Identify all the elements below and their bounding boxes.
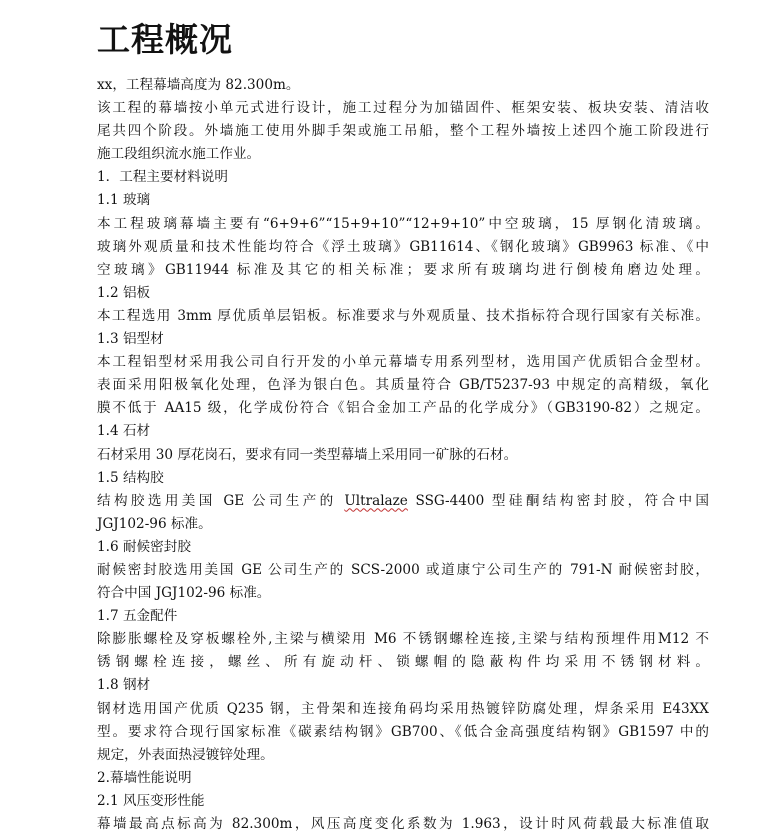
text-line: 除膨胀螺栓及穿板螺栓外,主梁与横梁用 M6 不锈钢螺栓连接,主梁与结构预埋件用M12 不: [97, 631, 709, 648]
spellcheck-word: Ultralaze: [344, 492, 408, 509]
text-line: 施工段组织流水施工作业。: [97, 146, 261, 163]
text-line: 1.8 钢材: [97, 677, 151, 694]
text-line: 空玻璃》GB11944 标准及其它的相关标准；要求所有玻璃均进行倒棱角磨边处理。: [97, 261, 709, 278]
text-line: 本工程选用 3mm 厚优质单层铝板。标准要求与外观质量、技术指标符合现行国家有关标准。: [97, 307, 709, 324]
text-line: 1．工程主要材料说明: [97, 169, 228, 186]
text-line: 1.6 耐候密封胶: [97, 538, 191, 555]
text-line: 钢材选用国产优质 Q235 钢，主骨架和连接角码均采用热镀锌防腐处理，焊条采用 E43XX: [97, 700, 709, 717]
text-line: 锈钢螺栓连接，螺丝、所有旋动杆、锁螺帽的隐蔽构件均采用不锈钢材料。: [97, 654, 709, 671]
text-line: 本工程玻璃幕墙主要有“6+9+6”“15+9+10”“12+9+10”中空玻璃，15 厚钢化清玻璃。: [97, 215, 709, 232]
text-line: JGJ102-96 标准。: [97, 515, 212, 532]
text-line: 型。要求符合现行国家标准《碳素结构钢》GB700、《低合金高强度结构钢》GB1597 中的: [97, 723, 709, 740]
text-line: 符合中国 JGJ102-96 标准。: [97, 585, 271, 602]
text-line: 尾共四个阶段。外墙施工使用外脚手架或施工吊船，整个工程外墙按上述四个施工阶段进行: [97, 123, 709, 140]
text-line: 1.2 铝板: [97, 284, 151, 301]
page-title: 工程概况: [97, 20, 233, 59]
text-line: 膜不低于 AA15 级，化学成份符合《铝合金加工产品的化学成分》（GB3190-82）之规定。: [97, 400, 709, 417]
text-line: 规定，外表面热浸镀锌处理。: [97, 746, 274, 763]
text-line: 1.4 石材: [97, 423, 151, 440]
text-line: 本工程铝型材采用我公司自行开发的小单元幕墙专用系列型材，选用国产优质铝合金型材。: [97, 354, 709, 371]
text-line: 结构胶选用美国 GE 公司生产的 Ultralaze SSG-4400 型硅酮结构密封胶，符合中国: [97, 492, 709, 509]
text-line: 1.7 五金配件: [97, 608, 178, 625]
text-line: 玻璃外观质量和技术性能均符合《浮土玻璃》GB11614、《钢化玻璃》GB9963 标准、《中: [97, 238, 709, 255]
text-line: 2.幕墙性能说明: [97, 769, 192, 786]
text-line: 石材采用 30 厚花岗石，要求有同一类型幕墙上采用同一矿脉的石材。: [97, 446, 518, 463]
text-line: xx，工程幕墙高度为 82.300m。: [97, 77, 300, 93]
document-body: [97, 74, 709, 836]
text-line: 2.1 风压变形性能: [97, 792, 205, 809]
text-line: 幕墙最高点标高为 82.300m，风压高度变化系数为 1.963，设计时风荷载最大标准值取: [97, 816, 709, 832]
text-line: 1.1 玻璃: [97, 192, 151, 209]
text-line: 1.3 铝型材: [97, 331, 164, 348]
text-line: 1.5 结构胶: [97, 469, 164, 486]
text-line: 耐候密封胶选用美国 GE 公司生产的 SCS-2000 或道康宁公司生产的 791-N 耐候密封胶，: [97, 561, 709, 578]
text-line: 该工程的幕墙按小单元式进行设计，施工过程分为加锚固件、框架安装、板块安装、清洁收: [97, 100, 709, 117]
text-line: 表面采用阳极氧化处理，色泽为银白色。其质量符合 GB/T5237-93 中规定的高精级，氧化: [97, 377, 709, 394]
